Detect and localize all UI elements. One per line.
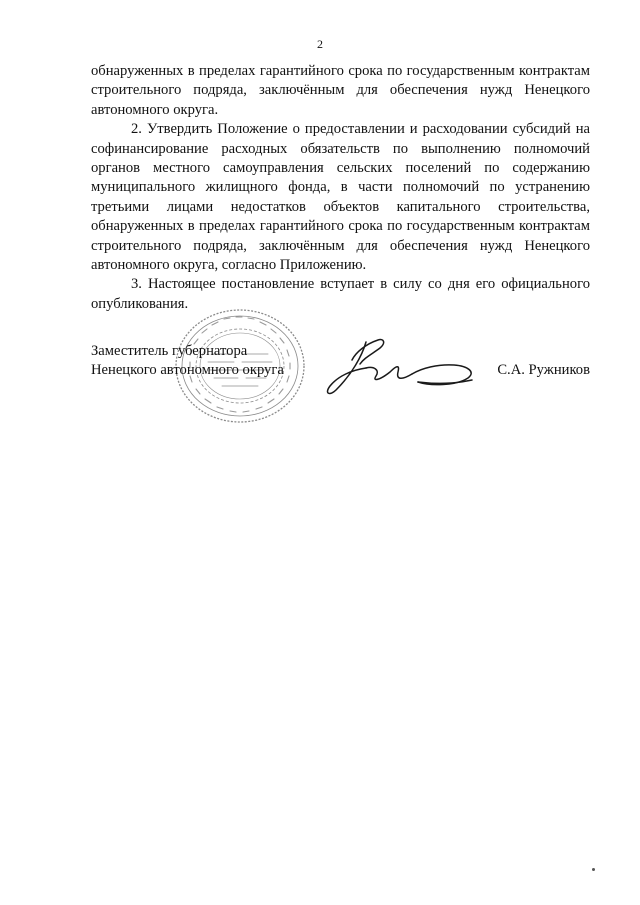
signatory-title-line-1: Заместитель губернатора <box>91 343 248 359</box>
paragraph-item-2: 2. Утвердить Положение о предоставлении и расходовании субсидий на софинансирование расходных обязательств по выполнению полномочий органов местного самоуправления сельских поселений по содержанию муниципального жилищного фонда, в части полномочий по устранению третьими лицами недостатков объектов капитального строительства, обнаруженных в пределах гарантийного срока по государственным контрактам строительного подряда, заключённым для обеспечения нужд Ненецкого автономного округа, согласно Приложению. <box>91 121 590 274</box>
signatory-title-line-2: Ненецкого автономного округа <box>91 362 284 379</box>
paragraph-item-3: 3. Настоящее постановление вступает в силу со дня его официального опубликования. <box>91 276 590 312</box>
handwritten-signature <box>322 334 482 400</box>
scan-speck <box>592 868 595 871</box>
document-body <box>91 62 590 314</box>
page-number: 2 <box>317 37 323 51</box>
signatory-name: С.А. Ружников <box>497 362 590 379</box>
signatory-title <box>91 342 284 381</box>
paragraph-continuation: обнаруженных в пределах гарантийного срока по государственным контрактам строительного подряда, заключённым для обеспечения нужд Ненецкого автономного округа. <box>91 63 590 118</box>
